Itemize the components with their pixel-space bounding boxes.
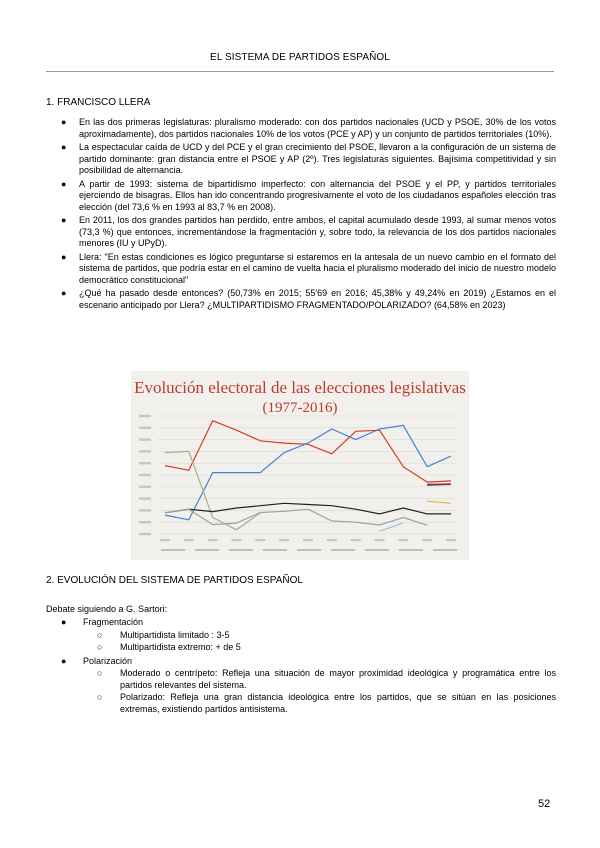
chart-x-tick-label: [160, 539, 170, 541]
chart-series-line-gold: [427, 501, 451, 503]
chart-x-tick-label: [398, 539, 408, 541]
chart-y-tick-label: [139, 497, 151, 499]
chart-x-tick-label: [303, 539, 313, 541]
chart-y-tick-label: [139, 521, 151, 523]
chart-y-tick-label: [139, 450, 151, 452]
list-item: ● En las dos primeras legislaturas: pluralismo moderado: con dos partidos nacionales (UCD y PSOE, 30% de los votos aproximadamente), dos partidos nacionales 10% de los votos (PCE y AP) y un conjunto de partidos territoriales (10%).: [61, 117, 556, 139]
bullet-icon: ●: [61, 251, 67, 262]
chart-legend-entry: [229, 549, 253, 551]
chart-x-tick-label: [208, 539, 218, 541]
list-item: ● La espectacular caída de UCD y del PCE y el gran crecimiento del PSOE, llevaron a la configuración de un sistema de partido dominante: gran distancia entre el PSOE y AP (2º). Tres legislaturas siguientes. Bajísima competitividad y sin posibilidad de alternancia.: [61, 142, 556, 175]
chart-x-tick-label: [351, 539, 361, 541]
page-number: 52: [538, 798, 551, 810]
circle-bullet-icon: ○: [97, 668, 103, 678]
chart-x-tick-label: [232, 539, 242, 541]
bullet-icon: ●: [61, 288, 67, 298]
debate-intro: Debate siguiendo a G. Sartori:: [46, 604, 168, 614]
list-item: ● Polarización ○ Moderado o centrípeto: Refleja una situación de mayor proximidad ideológica y programática entre los partidos relevantes del sistema. ○ Polarizado: Refleja una gran distancia ideológica entre los partidos, que se sitúan en las posiciones extremas, existiendo partidos antisistema.: [61, 655, 556, 714]
chart-legend-entry: [195, 549, 219, 551]
list-item: ● En 2011, los dos grandes partidos han perdido, entre ambos, el capital acumulado desde 1993, al sumar menos votos (73,3 %) que entonces, incrementándose la fragmentación y, sobre todo, la relevancia de los dos partidos nacionales menores (IU y UPyD).: [61, 215, 556, 248]
chart-x-tick-label: [255, 539, 265, 541]
list-item: ○ Multipartidista limitado : 3-5: [97, 629, 230, 640]
fragmentacion-sublist: [83, 630, 556, 654]
electoral-chart-svg: [131, 371, 469, 560]
bullet-icon: ●: [61, 215, 67, 225]
list-item: ● A partir de 1993: sistema de bipartidismo imperfecto: con alternancia del PSOE y el PP, y partidos territoriales ejerciendo de bisagras. Ellos han ido concentrando progresivamente el voto de los ciudadanos españoles elección tras elección (del 73,6 % en 1993 al 83,7 % en 2008).: [61, 178, 556, 212]
chart-y-tick-label: [139, 474, 151, 476]
chart-y-tick-label: [139, 462, 151, 464]
chart-y-tick-label: [139, 486, 151, 488]
chart-y-tick-label: [139, 533, 151, 535]
section-title-llera: 1. FRANCISCO LLERA: [46, 97, 151, 108]
page-header: EL SISTEMA DE PARTIDOS ESPAÑOL: [210, 52, 390, 63]
chart-y-tick-label: [139, 438, 151, 440]
circle-bullet-icon: ○: [97, 692, 103, 702]
chart-x-tick-label: [422, 539, 432, 541]
electoral-chart: [131, 371, 469, 560]
bullet-icon: ●: [61, 142, 67, 152]
chart-y-tick-label: [139, 509, 151, 511]
chart-legend-entry: [297, 549, 321, 551]
chart-x-tick-label: [327, 539, 337, 541]
list-item: ○ Multipartidista extremo: + de 5: [97, 642, 241, 652]
chart-legend-entry: [433, 549, 457, 551]
chart-x-tick-label: [184, 539, 194, 541]
llera-bullet-list: [46, 117, 556, 313]
chart-x-axis: [160, 539, 457, 551]
list-item: ○ Moderado o centrípeto: Refleja una situación de mayor proximidad ideológica y programática entre los partidos relevantes del sistema.: [97, 668, 556, 690]
bullet-icon: ●: [61, 655, 67, 666]
chart-y-tick-label: [139, 427, 151, 429]
chart-y-tick-label: [139, 415, 151, 417]
chart-x-tick-label: [446, 539, 456, 541]
polarizacion-sublist: [83, 668, 556, 715]
circle-bullet-icon: ○: [97, 642, 103, 652]
chart-x-tick-label: [279, 539, 289, 541]
sartori-outline: [46, 617, 556, 717]
chart-x-tick-label: [375, 539, 385, 541]
bullet-icon: ●: [61, 178, 67, 189]
header-divider: [46, 71, 554, 72]
list-item: ○ Polarizado: Refleja una gran distancia ideológica entre los partidos, que se sitúan en las posiciones extremas, existiendo partidos antisistema.: [97, 692, 556, 714]
chart-series: [165, 421, 451, 532]
chart-legend-entry: [365, 549, 389, 551]
list-item: ● Fragmentación ○ Multipartidista limitado : 3-5 ○ Multipartidista extremo: + de 5: [46, 617, 556, 654]
chart-legend-entry: [331, 549, 355, 551]
chart-legend-entry: [263, 549, 287, 551]
chart-legend-entry: [161, 549, 185, 551]
section-title-evolucion: 2. EVOLUCIÓN DEL SISTEMA DE PARTIDOS ESPAÑOL: [46, 575, 303, 586]
chart-grid: [139, 415, 457, 535]
list-item: ● ¿Qué ha pasado desde entonces? (50,73% en 2015; 55'69 en 2016; 45,38% y 49,24% en 2019) ¿Estamos en el escenario anticipado por Llera? ¿MULTIPARTIDISMO FRAGMENTADO/POLARIZADO? (64,58% en 2023): [61, 288, 556, 310]
chart-subtitle: (1977-2016): [262, 400, 338, 416]
bullet-icon: ●: [61, 117, 67, 127]
circle-bullet-icon: ○: [97, 629, 103, 640]
bullet-icon: ●: [61, 617, 67, 627]
chart-title: Evolución electoral de las elecciones legislativas: [134, 378, 466, 397]
list-item: ● Llera: "En estas condiciones es lógico preguntarse si estaremos en la antesala de un nuevo cambio en el formato del sistema de partidos, que podría estar en el camino de vuelta hacia el pluralismo moderado del inicio de nuestro modelo democrático constitucional": [61, 251, 556, 285]
chart-legend-entry: [399, 549, 423, 551]
